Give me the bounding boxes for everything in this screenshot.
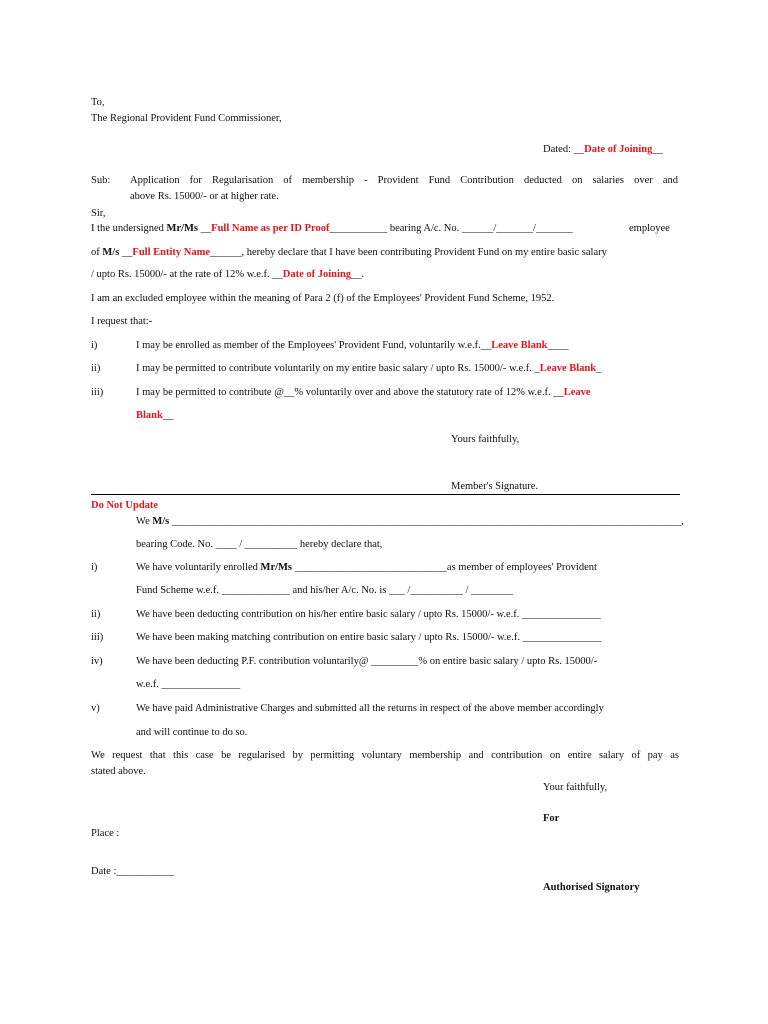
blank: _________________________________________________________________________________________________, (171, 516, 684, 527)
declaration-text: I the undersigned (91, 223, 164, 234)
ms-label: M/s (152, 516, 170, 527)
request-text: I may be permitted to contribute @__% voluntarily over and above the statutory rate of 12% w.e.f. __ (136, 387, 564, 398)
blank: _ (596, 363, 602, 374)
request-intro: I request that:- (91, 316, 153, 327)
request-iii-number: iii) (91, 387, 104, 398)
declaration-text: of (91, 247, 100, 258)
mr-ms-label: Mr/Ms (166, 223, 199, 234)
employer-v-cont: and will continue to do so. (136, 727, 248, 738)
authorised-signatory: Authorised Signatory (543, 882, 640, 893)
do-not-update-label: Do Not Update (91, 500, 159, 511)
request-i-number: i) (91, 340, 98, 351)
employer-v: We have paid Administrative Charges and submitted all the returns in respect of the above member accordingly (136, 703, 604, 714)
blank: __ (162, 410, 174, 421)
employer-text: _____________________________as member of employees' Provident (294, 562, 597, 573)
blank: __ (200, 223, 212, 234)
dated-line (543, 143, 663, 156)
request-text: I may be enrolled as member of the Employees' Provident Fund, voluntarily w.e.f.__ (136, 340, 492, 351)
dated-label: Dated: __ (543, 144, 585, 155)
request-i (136, 339, 569, 352)
leave-blank-field: Blank (136, 410, 163, 421)
request-text: I may be permitted to contribute voluntarily on my entire basic salary / upto Rs. 15000/- w.e.f. _ (136, 363, 540, 374)
salutation: Sir, (91, 208, 106, 219)
request-ii-number: ii) (91, 363, 101, 374)
request-iii (136, 386, 591, 399)
employer-we-line (136, 515, 684, 528)
yours-faithfully: Yours faithfully, (451, 434, 520, 445)
employer-i-number: i) (91, 562, 98, 573)
employer-text: We have voluntarily enrolled (136, 562, 258, 573)
declaration-line-3 (91, 268, 364, 281)
ms-label: M/s (102, 247, 120, 258)
employer-ii: We have been deducting contribution on his/her entire basic salary / upto Rs. 15000/- w.e.f. _______________ (136, 609, 601, 620)
employer-iv-cont: w.e.f. _______________ (136, 679, 241, 690)
subject-line-1: Application for Regularisation of membership - Provident Fund Contribution deducted on salaries over and (130, 175, 678, 186)
employer-v-number: v) (91, 703, 100, 714)
employer-i-cont: Fund Scheme w.e.f. _____________ and his/her A/c. No. is ___ /__________ / ________ (136, 585, 514, 596)
regularise-request: We request that this case be regularised by permitting voluntary membership and contribution on entire salary of pay as (91, 750, 679, 761)
addressee: The Regional Provident Fund Commissioner, (91, 113, 282, 124)
blank: __. (351, 269, 365, 280)
request-ii (136, 362, 601, 375)
subject-line-2: above Rs. 15000/- or at higher rate. (130, 191, 279, 202)
leave-blank-field: Leave (563, 387, 591, 398)
date-of-joining-field: Date of Joining (282, 269, 352, 280)
section-divider (91, 494, 680, 495)
place-label: Place : (91, 828, 120, 839)
your-faithfully: Your faithfully, (543, 782, 608, 793)
members-signature: Member's Signature. (451, 481, 539, 492)
leave-blank-field: Leave Blank (491, 340, 548, 351)
entity-name-field: Full Entity Name (132, 247, 211, 258)
leave-blank-field: Leave Blank (539, 363, 597, 374)
employer-ii-number: ii) (91, 609, 101, 620)
dated-value: Date of Joining (584, 144, 653, 155)
employer-iv-number: iv) (91, 656, 103, 667)
for-label: For (543, 813, 560, 824)
declaration-line-1 (91, 222, 573, 235)
declaration-text: / upto Rs. 15000/- at the rate of 12% w.e.f. __ (91, 269, 283, 280)
employer-iii: We have been making matching contribution on entire basic salary / upto Rs. 15000/- w.e.f. _______________ (136, 632, 602, 643)
code-line: bearing Code. No. ____ / __________ hereby declare that, (136, 539, 383, 550)
to-label: To, (91, 97, 105, 108)
request-iii-cont (136, 409, 173, 422)
full-name-field: Full Name as per ID Proof (211, 223, 330, 234)
dated-tail: __ (652, 144, 663, 155)
subject-label: Sub: (91, 175, 111, 186)
blank: __ (121, 247, 133, 258)
employer-text: We (136, 516, 150, 527)
regularise-request-cont: stated above. (91, 766, 146, 777)
excluded-statement: I am an excluded employee within the meaning of Para 2 (f) of the Employees' Provident Fund Scheme, 1952. (91, 293, 555, 304)
declaration-line-2 (91, 246, 607, 259)
employer-iii-number: iii) (91, 632, 104, 643)
declaration-employee: employee (629, 223, 670, 234)
employer-iv: We have been deducting P.F. contribution voluntarily@ _________% on entire basic salary / upto Rs. 15000/- (136, 656, 598, 667)
declaration-text: hereby declare that I have been contributing Provident Fund on my entire basic salary (246, 247, 607, 258)
mr-ms-label: Mr/Ms (260, 562, 293, 573)
account-number-blank: ___________ bearing A/c. No. ______/_______/_______ (329, 223, 573, 234)
date-label: Date :___________ (91, 866, 175, 877)
blank: ____ (547, 340, 569, 351)
employer-i (136, 561, 597, 574)
blank: ______, (210, 247, 245, 258)
